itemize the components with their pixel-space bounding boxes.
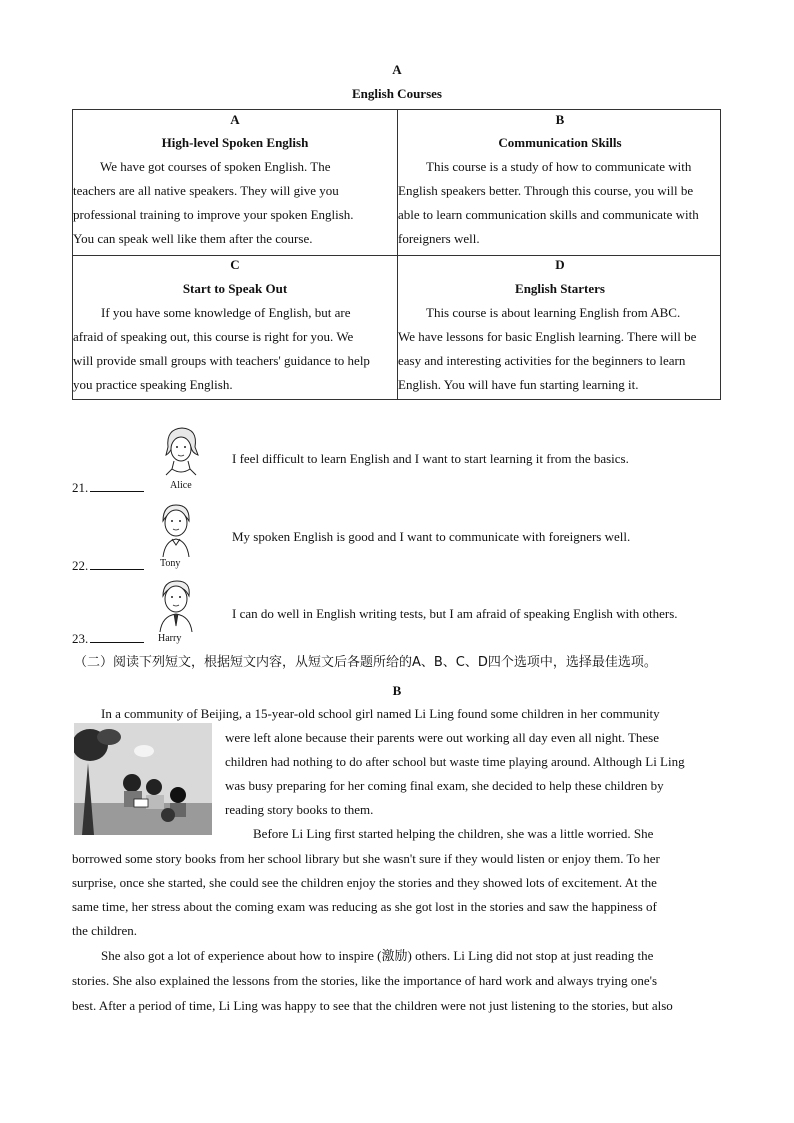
question-statement: My spoken English is good and I want to communicate with foreigners well. bbox=[232, 529, 631, 544]
section-a-letter: A bbox=[392, 62, 402, 77]
course-text-line: easy and interesting activities for the beginners to learn bbox=[398, 353, 686, 368]
course-letter: C bbox=[230, 257, 240, 272]
course-text-line: professional training to improve your spoken English. bbox=[73, 207, 354, 222]
course-letter: D bbox=[555, 257, 565, 272]
course-cell-d bbox=[398, 256, 722, 401]
passage-line: She also got a lot of experience about how to inspire (激励) others. Li Ling did not stop at just reading the bbox=[101, 948, 654, 963]
course-text-line: This course is a study of how to communicate with bbox=[426, 159, 692, 174]
passage-line: the children. bbox=[72, 923, 137, 938]
passage-line: was busy preparing for her coming final exam, she decided to help these children by bbox=[225, 778, 664, 793]
course-text-line: This course is about learning English from ABC. bbox=[426, 305, 681, 320]
course-text-line: If you have some knowledge of English, but are bbox=[101, 305, 351, 320]
section-b-letter: B bbox=[392, 683, 402, 698]
children-reading-illustration bbox=[74, 723, 212, 835]
passage-line: borrowed some story books from her school library but she wasn't sure if they would listen or enjoy them. To her bbox=[72, 851, 660, 866]
course-text-line: English. You will have fun starting learning it. bbox=[398, 377, 639, 392]
course-text-line: We have lessons for basic English learning. There will be bbox=[398, 329, 697, 344]
course-text-line: able to learn communication skills and communicate with bbox=[398, 207, 699, 222]
passage-line: reading story books to them. bbox=[225, 802, 374, 817]
passage-line: Before Li Ling first started helping the children, she was a little worried. She bbox=[253, 826, 654, 841]
course-text-line: You can speak well like them after the course. bbox=[73, 231, 313, 246]
course-text-line: English speakers better. Through this course, you will be bbox=[398, 183, 694, 198]
passage-line: were left alone because their parents were out working all day even all night. These bbox=[225, 730, 660, 745]
question-statement: I can do well in English writing tests, but I am afraid of speaking English with others. bbox=[232, 606, 678, 621]
tony-name: Tony bbox=[160, 558, 181, 569]
question-21 bbox=[72, 480, 144, 496]
answer-blank[interactable] bbox=[90, 559, 144, 570]
question-number: 21. bbox=[72, 480, 89, 495]
answer-blank[interactable] bbox=[90, 481, 144, 492]
question-22 bbox=[72, 558, 144, 574]
question-number: 23. bbox=[72, 631, 89, 646]
course-text-line: will provide small groups with teachers' guidance to help bbox=[73, 353, 370, 368]
course-text-line: afraid of speaking out, this course is right for you. We bbox=[73, 329, 354, 344]
question-statement: I feel difficult to learn English and I want to start learning it from the basics. bbox=[232, 451, 629, 466]
harry-portrait-icon bbox=[154, 578, 198, 634]
course-title: Communication Skills bbox=[498, 135, 622, 150]
reading-instruction: （二）阅读下列短文，根据短文内容，从短文后各题所给的A、B、C、D四个选项中，选择最佳选项。 bbox=[74, 655, 657, 670]
course-text-line: you practice speaking English. bbox=[73, 377, 233, 392]
question-number: 22. bbox=[72, 558, 89, 573]
course-text-line: foreigners well. bbox=[398, 231, 480, 246]
alice-name: Alice bbox=[170, 480, 192, 491]
passage-line: best. After a period of time, Li Ling was happy to see that the children were not just listening to the stories, but also bbox=[72, 998, 673, 1013]
courses-table bbox=[72, 109, 721, 400]
passage-line: In a community of Beijing, a 15-year-old school girl named Li Ling found some children in her community bbox=[101, 706, 660, 721]
course-title: Start to Speak Out bbox=[182, 281, 288, 296]
answer-blank[interactable] bbox=[90, 632, 144, 643]
course-letter: A bbox=[230, 112, 240, 127]
passage-line: surprise, once she started, she could see the children enjoy the stories and they showed lots of excitement. At the bbox=[72, 875, 657, 890]
course-cell-b bbox=[398, 110, 722, 255]
harry-name: Harry bbox=[158, 633, 182, 644]
passage-line: children had nothing to do after school but waste time playing around. Although Li Ling bbox=[225, 754, 685, 769]
passage-line: same time, her stress about the coming exam was reducing as she got lost in the stories and saw the happiness of bbox=[72, 899, 657, 914]
section-a-title: English Courses bbox=[352, 86, 442, 101]
course-letter: B bbox=[555, 112, 565, 127]
course-cell-c bbox=[73, 256, 397, 401]
course-cell-a bbox=[73, 110, 397, 255]
question-23 bbox=[72, 631, 144, 647]
tony-portrait-icon bbox=[155, 501, 197, 559]
course-text-line: We have got courses of spoken English. The bbox=[100, 159, 331, 174]
course-text-line: teachers are all native speakers. They will give you bbox=[73, 183, 339, 198]
course-title: High-level Spoken English bbox=[161, 135, 309, 150]
passage-line: stories. She also explained the lessons from the stories, like the importance of hard work and always trying one's bbox=[72, 973, 658, 988]
course-title: English Starters bbox=[515, 281, 605, 296]
